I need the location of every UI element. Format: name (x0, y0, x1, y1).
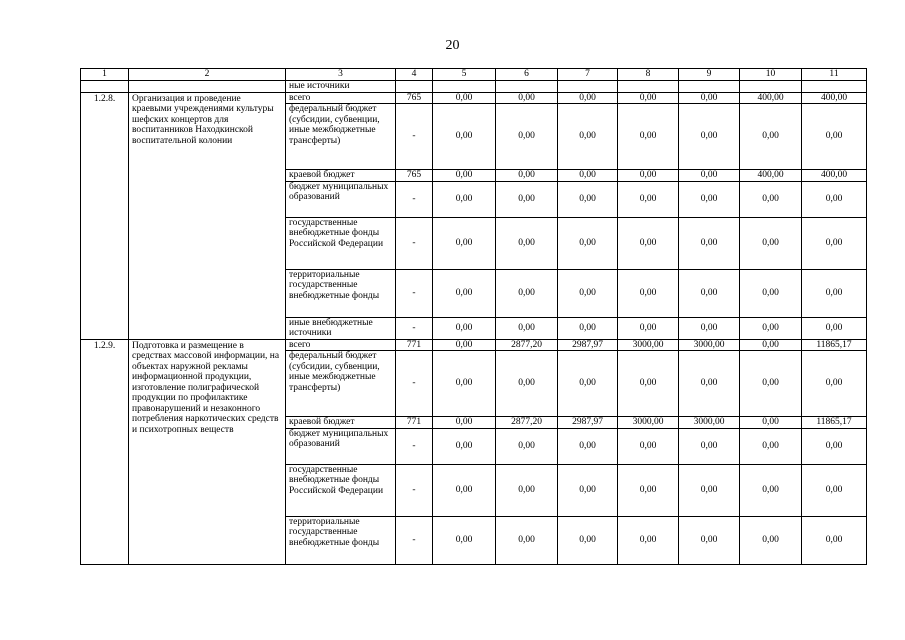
value-cell: 0,00 (802, 516, 867, 564)
value-cell: 0,00 (433, 104, 496, 170)
value-cell: 0,00 (679, 428, 740, 464)
code-value: - (396, 104, 433, 170)
value-cell: 0,00 (496, 351, 558, 417)
code-value: 765 (396, 92, 433, 104)
value-cell: 400,00 (802, 170, 867, 182)
value-cell: 0,00 (802, 317, 867, 339)
value-cell: 2877,20 (496, 417, 558, 429)
funding-source: иные внебюджетные источники (286, 317, 396, 339)
name-cell (129, 81, 286, 93)
value-cell: 0,00 (618, 217, 679, 269)
value-cell: 0,00 (558, 181, 618, 217)
value-cell: 0,00 (433, 428, 496, 464)
code-value: - (396, 516, 433, 564)
funding-source: бюджет муниципальных образований (286, 181, 396, 217)
header-row (81, 69, 867, 81)
code-value: 771 (396, 339, 433, 351)
value-cell: 0,00 (740, 339, 802, 351)
funding-source: федеральный бюджет (субсидии, субвенции, иные межбюджетные трансферты) (286, 351, 396, 417)
value-cell (740, 81, 802, 93)
value-cell: 0,00 (433, 317, 496, 339)
column-header-11: 11 (802, 69, 867, 81)
column-header-10: 10 (740, 69, 802, 81)
value-cell: 0,00 (679, 181, 740, 217)
value-cell: 0,00 (558, 104, 618, 170)
value-cell: 0,00 (618, 464, 679, 516)
code-value: - (396, 269, 433, 317)
column-header-4: 4 (396, 69, 433, 81)
value-cell: 0,00 (433, 464, 496, 516)
value-cell (433, 81, 496, 93)
value-cell: 0,00 (558, 351, 618, 417)
code-value: - (396, 428, 433, 464)
value-cell: 0,00 (433, 417, 496, 429)
value-cell: 0,00 (740, 317, 802, 339)
value-cell: 11865,17 (802, 339, 867, 351)
code-value: - (396, 181, 433, 217)
value-cell: 0,00 (433, 339, 496, 351)
funding-source: бюджет муниципальных образований (286, 428, 396, 464)
column-header-2: 2 (129, 69, 286, 81)
funding-source: государственные внебюджетные фонды Российской Федерации (286, 464, 396, 516)
value-cell: 0,00 (496, 516, 558, 564)
value-cell: 0,00 (558, 269, 618, 317)
value-cell: 0,00 (496, 170, 558, 182)
funding-source: территориальные государственные внебюджетные фонды (286, 516, 396, 564)
value-cell: 0,00 (679, 217, 740, 269)
column-header-8: 8 (618, 69, 679, 81)
value-cell: 0,00 (618, 317, 679, 339)
value-cell: 0,00 (496, 181, 558, 217)
value-cell: 400,00 (802, 92, 867, 104)
value-cell: 2987,97 (558, 417, 618, 429)
value-cell: 0,00 (679, 516, 740, 564)
item-code: 1.2.9. (81, 339, 129, 564)
value-cell: 0,00 (679, 269, 740, 317)
value-cell: 3000,00 (679, 339, 740, 351)
value-cell: 0,00 (679, 464, 740, 516)
value-cell: 0,00 (433, 351, 496, 417)
value-cell: 0,00 (740, 464, 802, 516)
value-cell: 0,00 (618, 428, 679, 464)
funding-source: государственные внебюджетные фонды Российской Федерации (286, 217, 396, 269)
value-cell: 0,00 (618, 181, 679, 217)
value-cell: 0,00 (618, 170, 679, 182)
value-cell: 0,00 (679, 104, 740, 170)
value-cell: 400,00 (740, 92, 802, 104)
code-value: 771 (396, 417, 433, 429)
value-cell: 0,00 (433, 170, 496, 182)
value-cell: 0,00 (802, 181, 867, 217)
column-header-6: 6 (496, 69, 558, 81)
value-cell (558, 81, 618, 93)
value-cell: 2877,20 (496, 339, 558, 351)
funding-source: территориальные государственные внебюджетные фонды (286, 269, 396, 317)
value-cell: 0,00 (433, 181, 496, 217)
code-value: 765 (396, 170, 433, 182)
value-cell (679, 81, 740, 93)
funding-source: всего (286, 92, 396, 104)
value-cell: 0,00 (618, 269, 679, 317)
value-cell: 0,00 (679, 351, 740, 417)
table-row (81, 339, 867, 351)
value-cell: 0,00 (802, 351, 867, 417)
value-cell: 3000,00 (618, 339, 679, 351)
value-cell: 0,00 (496, 217, 558, 269)
value-cell: 0,00 (679, 170, 740, 182)
value-cell: 0,00 (558, 217, 618, 269)
value-cell: 0,00 (558, 428, 618, 464)
value-cell (496, 81, 558, 93)
table-row (81, 92, 867, 104)
continuation-row (81, 81, 867, 93)
value-cell: 0,00 (496, 428, 558, 464)
value-cell: 2987,97 (558, 339, 618, 351)
item-name: Подготовка и размещение в средствах массовой информации, на объектах наружной рекламы информационной продукции, изготовление полиграфической продукции по профилактике правонарушений и незаконного потребления наркотических средств и психотропных веществ (129, 339, 286, 564)
code-value: - (396, 464, 433, 516)
value-cell: 0,00 (496, 92, 558, 104)
funding-source: краевой бюджет (286, 170, 396, 182)
value-cell: 0,00 (558, 464, 618, 516)
funding-source: всего (286, 339, 396, 351)
value-cell: 0,00 (496, 464, 558, 516)
value-cell: 0,00 (740, 269, 802, 317)
value-cell: 0,00 (433, 269, 496, 317)
value-cell: 3000,00 (618, 417, 679, 429)
value-cell (802, 81, 867, 93)
item-name: Организация и проведение краевыми учреждениями культуры шефских концертов для воспитанников Находкинской воспитательной колонии (129, 92, 286, 339)
source-cell: ные источники (286, 81, 396, 93)
value-cell: 0,00 (802, 464, 867, 516)
code-cell (81, 81, 129, 93)
value-cell: 0,00 (558, 170, 618, 182)
value-cell: 0,00 (740, 516, 802, 564)
column-header-7: 7 (558, 69, 618, 81)
value-cell: 0,00 (433, 92, 496, 104)
value-cell: 0,00 (679, 92, 740, 104)
value-cell: 0,00 (558, 317, 618, 339)
value-cell: 0,00 (496, 104, 558, 170)
value-cell: 0,00 (558, 92, 618, 104)
value-cell: 0,00 (618, 92, 679, 104)
funding-source: федеральный бюджет (субсидии, субвенции, иные межбюджетные трансферты) (286, 104, 396, 170)
value-cell: 0,00 (433, 516, 496, 564)
funding-source: краевой бюджет (286, 417, 396, 429)
value-cell: 0,00 (802, 269, 867, 317)
column-header-3: 3 (286, 69, 396, 81)
column-header-1: 1 (81, 69, 129, 81)
value-cell: 0,00 (740, 428, 802, 464)
value-cell: 3000,00 (679, 417, 740, 429)
value-cell: 0,00 (618, 351, 679, 417)
code-value: - (396, 351, 433, 417)
value-cell: 0,00 (740, 104, 802, 170)
value-cell: 0,00 (740, 417, 802, 429)
value-cell: 0,00 (802, 104, 867, 170)
value-cell: 0,00 (496, 317, 558, 339)
code-value: - (396, 217, 433, 269)
value-cell: 0,00 (802, 217, 867, 269)
column-header-9: 9 (679, 69, 740, 81)
value-cell: 0,00 (679, 317, 740, 339)
value-cell: 0,00 (740, 181, 802, 217)
value-cell: 0,00 (618, 104, 679, 170)
value-cell: 11865,17 (802, 417, 867, 429)
column-header-5: 5 (433, 69, 496, 81)
value-cell: 400,00 (740, 170, 802, 182)
code-value: - (396, 317, 433, 339)
item-code: 1.2.8. (81, 92, 129, 339)
page-number: 20 (445, 38, 460, 53)
value-cell: 0,00 (740, 351, 802, 417)
value-cell: 0,00 (802, 428, 867, 464)
budget-table (80, 68, 867, 565)
value-cell (396, 81, 433, 93)
value-cell: 0,00 (433, 217, 496, 269)
value-cell (618, 81, 679, 93)
value-cell: 0,00 (558, 516, 618, 564)
value-cell: 0,00 (740, 217, 802, 269)
value-cell: 0,00 (618, 516, 679, 564)
value-cell: 0,00 (496, 269, 558, 317)
